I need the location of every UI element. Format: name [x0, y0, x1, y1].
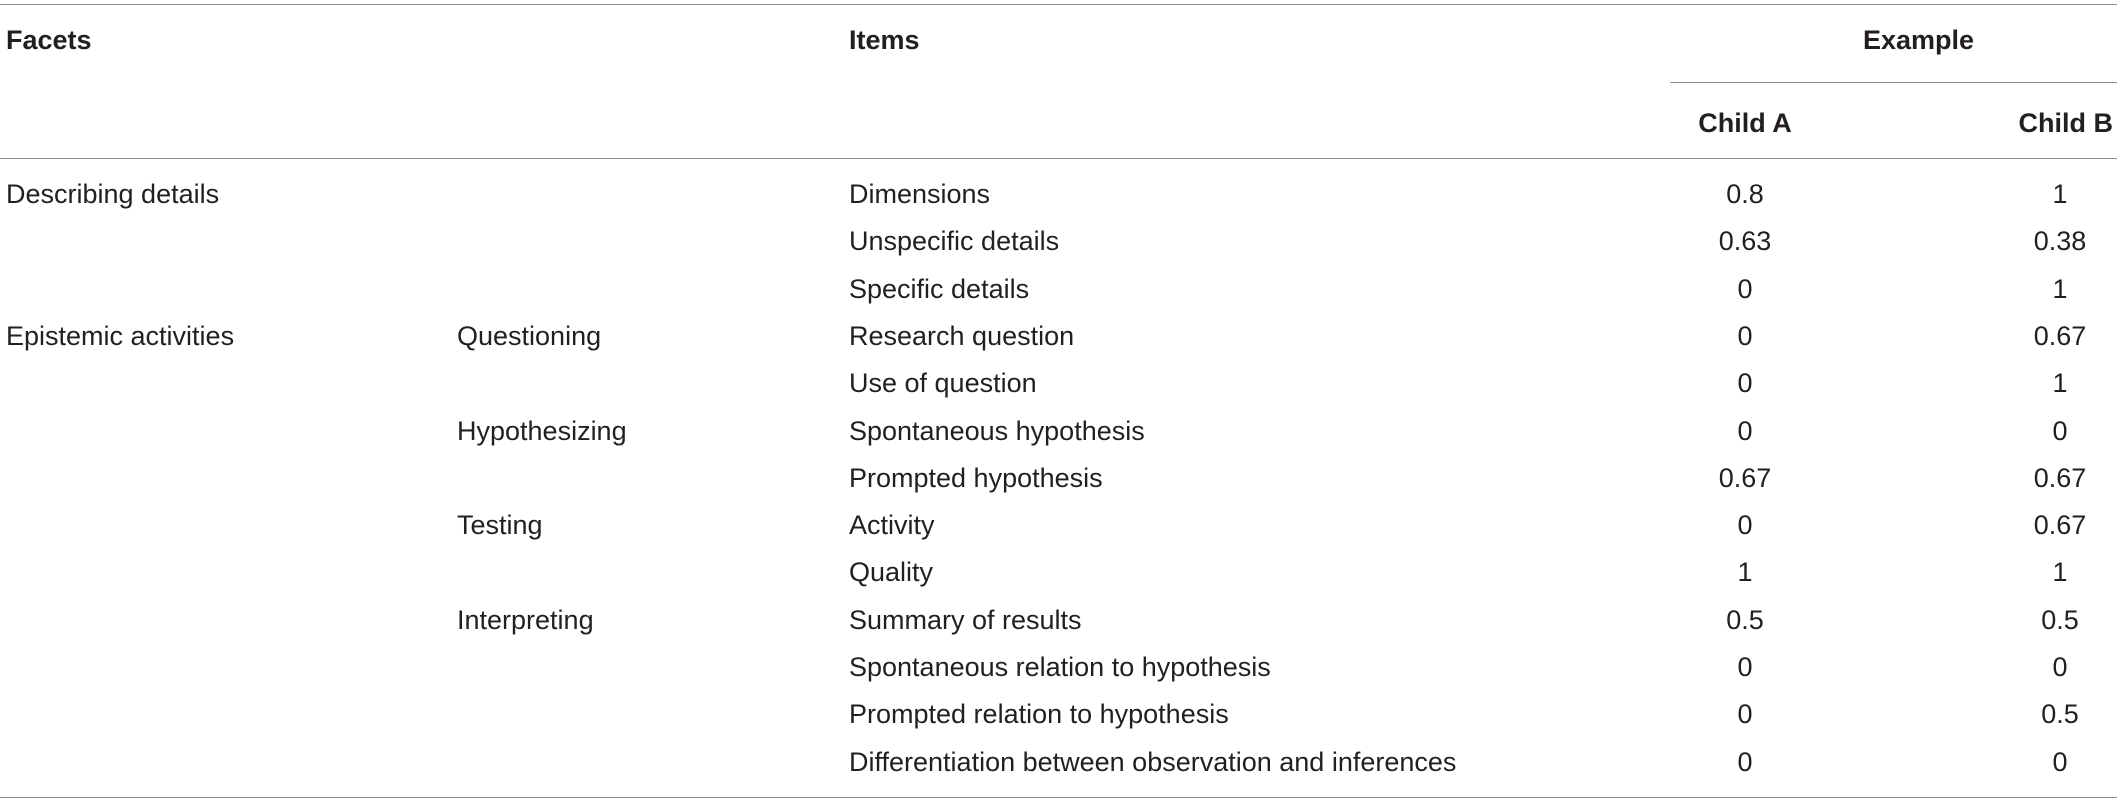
item-cell: Differentiation between observation and inferences [849, 747, 1457, 777]
child-a-value: 0 [1737, 274, 1753, 304]
item-cell: Activity [849, 510, 935, 540]
header-child-b: Child B [2018, 108, 2113, 138]
child-b-value: 1 [2052, 179, 2068, 209]
child-a-value: 0.8 [1726, 179, 1764, 209]
facet-cell: Describing details [6, 179, 220, 209]
child-b-value: 0.67 [2033, 510, 2087, 540]
subfacet-cell: Hypothesizing [457, 416, 627, 446]
child-b-value: 0.5 [2041, 605, 2079, 635]
child-b-value: 0.67 [2033, 321, 2087, 351]
subfacet-cell: Testing [457, 510, 543, 540]
header-facets: Facets [6, 25, 92, 55]
child-b-value: 0 [2052, 652, 2068, 682]
item-cell: Prompted relation to hypothesis [849, 699, 1229, 729]
item-cell: Specific details [849, 274, 1030, 304]
child-a-value: 0 [1737, 416, 1753, 446]
example-subheader-rule [1670, 82, 2117, 83]
child-a-value: 0 [1737, 747, 1753, 777]
child-b-value: 0.5 [2041, 699, 2079, 729]
header-example: Example [1862, 25, 1975, 55]
child-b-value: 0 [2052, 747, 2068, 777]
child-a-value: 0 [1737, 510, 1753, 540]
item-cell: Dimensions [849, 179, 991, 209]
item-cell: Spontaneous hypothesis [849, 416, 1145, 446]
child-b-value: 0.38 [2033, 226, 2087, 256]
item-cell: Unspecific details [849, 226, 1060, 256]
item-cell: Prompted hypothesis [849, 463, 1103, 493]
subfacet-cell: Questioning [457, 321, 602, 351]
child-b-value: 1 [2052, 557, 2068, 587]
child-a-value: 0 [1737, 699, 1753, 729]
child-a-value: 0 [1737, 368, 1753, 398]
item-cell: Summary of results [849, 605, 1082, 635]
subfacet-cell: Interpreting [457, 605, 594, 635]
child-b-value: 1 [2052, 368, 2068, 398]
child-b-value: 1 [2052, 274, 2068, 304]
child-a-value: 0.5 [1726, 605, 1764, 635]
child-b-value: 0 [2052, 416, 2068, 446]
child-a-value: 0.67 [1718, 463, 1772, 493]
child-a-value: 0.63 [1718, 226, 1772, 256]
top-rule [0, 4, 2117, 5]
bottom-rule [0, 797, 2117, 798]
child-b-value: 0.67 [2033, 463, 2087, 493]
header-items: Items [849, 25, 920, 55]
item-cell: Research question [849, 321, 1075, 351]
item-cell: Use of question [849, 368, 1037, 398]
facet-cell: Epistemic activities [6, 321, 235, 351]
header-child-a: Child A [1698, 108, 1792, 138]
item-cell: Quality [849, 557, 934, 587]
child-a-value: 1 [1737, 557, 1753, 587]
child-a-value: 0 [1737, 652, 1753, 682]
item-cell: Spontaneous relation to hypothesis [849, 652, 1271, 682]
header-bottom-rule [0, 158, 2117, 159]
child-a-value: 0 [1737, 321, 1753, 351]
